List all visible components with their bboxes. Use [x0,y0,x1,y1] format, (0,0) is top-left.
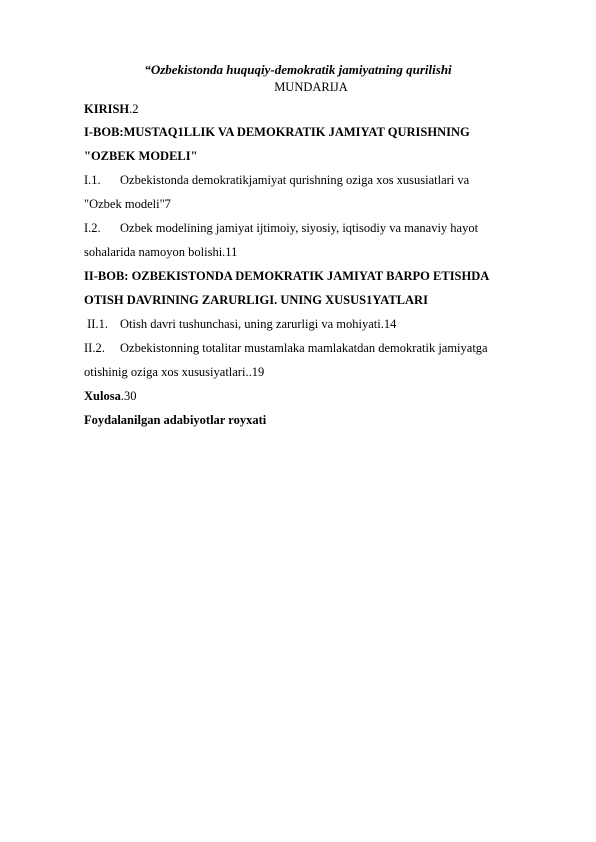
toc-chapter-2-line-1: II-BOB: OZBEKISTONDA DEMOKRATIK JAMIYAT BARPO ETISHDA [84,269,490,283]
toc-section-2-2-cont: otishinig oziga xos xususiyatlari..19 [84,365,265,379]
section-2-1-text: Otish davri tushunchasi, uning zarurligi va mohiyati.14 [120,317,397,331]
section-2-2-number: II.2. [84,341,105,355]
section-2-2-text: Ozbekistonning totalitar mustamlaka mamlakatdan demokratik jamiyatga [120,341,488,355]
xulosa-page: .30 [120,389,137,403]
toc-chapter-2-line-2: OTISH DAVRINING ZARURLIGI. UNING XUSUS1YATLARI [84,293,428,307]
kirish-label: KIRISH [84,102,130,116]
toc-section-1-2 [84,220,478,236]
toc-entry-xulosa [84,388,136,404]
toc-entry-adabiyotlar: Foydalanilgan adabiyotlar royxati [84,413,267,427]
toc-section-1-2-cont: sohalarida namoyon bolishi.11 [84,245,238,259]
xulosa-label: Xulosa [84,389,121,403]
document-title: “Ozbekistonda huquqiy-demokratik jamiyatning qurilishi [144,62,452,77]
toc-section-2-2 [84,340,488,356]
section-1-1-number: I.1. [84,173,101,187]
toc-entry-kirish [84,101,139,117]
toc-section-1-1-cont: "Ozbek modeli"7 [84,197,171,211]
toc-section-1-1 [84,172,469,188]
section-1-1-text: Ozbekistonda demokratikjamiyat qurishning oziga xos xususiatlari va [120,173,470,187]
section-1-2-number: I.2. [84,221,101,235]
toc-chapter-1-line-2: "OZBEK MODELI" [84,149,198,163]
toc-heading: MUNDARIJA [274,80,348,94]
section-1-2-text: Ozbek modelining jamiyat ijtimoiy, siyosiy, iqtisodiy va manaviy hayot [120,221,479,235]
toc-chapter-1-line-1: I-BOB:MUSTAQ1LLIK VA DEMOKRATIK JAMIYAT QURISHNING [84,125,470,139]
kirish-page: .2 [129,102,139,116]
toc-section-2-1 [84,316,396,332]
section-2-1-number: II.1. [84,317,108,331]
